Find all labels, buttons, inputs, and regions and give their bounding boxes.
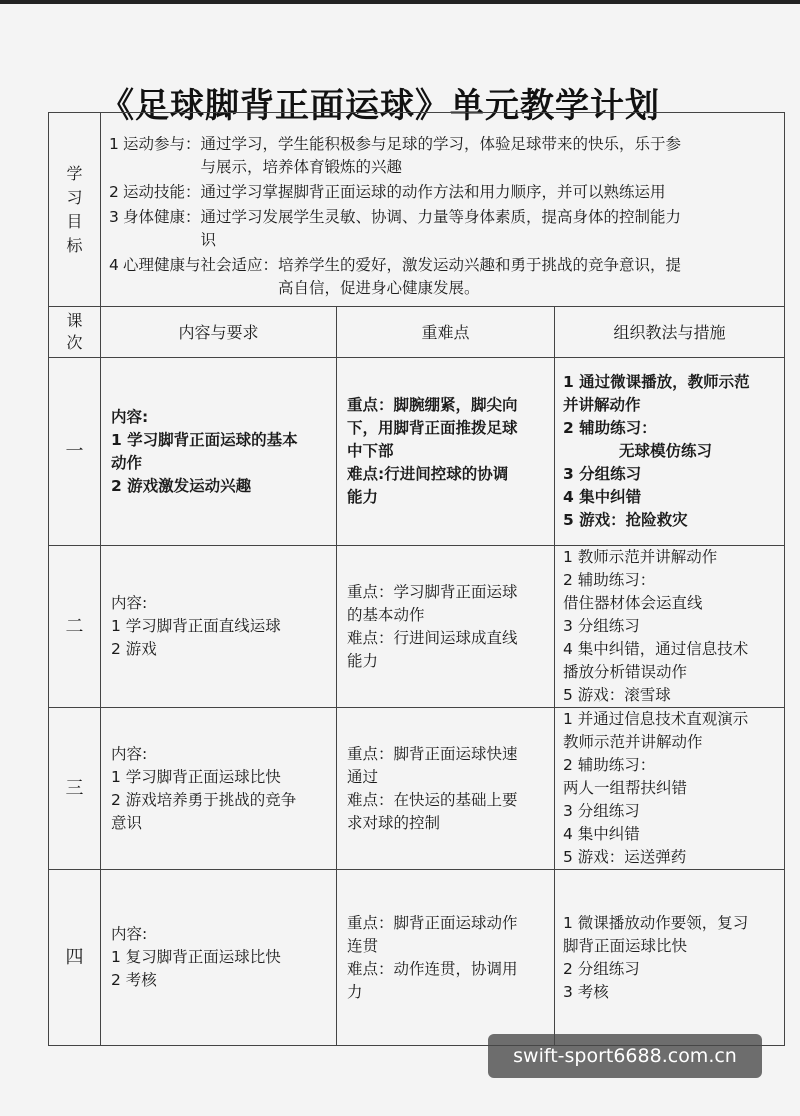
lesson-number: 一 xyxy=(49,358,101,546)
goal-text-line: 通过学习掌握脚背正面运球的动作方法和用力顺序，并可以熟练运用 xyxy=(200,183,666,201)
goal-text-line: 通过学习，学生能积极参与足球的学习，体验足球带来的快乐，乐于参 xyxy=(200,135,682,153)
lesson-key-points: 重点：脚背正面运球动作 连贯 难点：动作连贯，协调用 力 xyxy=(337,870,555,1046)
goal-heading: 心理健康与社会适应： xyxy=(123,256,279,274)
header-lesson-no: 课 次 xyxy=(49,307,101,358)
goal-item xyxy=(109,206,770,252)
lesson-number: 三 xyxy=(49,708,101,870)
goal-heading: 运动技能： xyxy=(123,183,201,201)
goal-text-line: 与展示，培养体育锻炼的兴趣 xyxy=(200,158,403,176)
lesson-content: 内容: 1 学习脚背正面运球的基本 动作 2 游戏激发运动兴趣 xyxy=(101,358,337,546)
lesson-key-points: 重点：脚腕绷紧，脚尖向 下，用脚背正面推拨足球 中下部 难点:行进间控球的协调 能力 xyxy=(337,358,555,546)
goal-number: 4 xyxy=(109,256,119,274)
table-row xyxy=(49,708,785,870)
goal-number: 3 xyxy=(109,208,119,226)
goals-label-char: 习 xyxy=(66,187,83,207)
goals-list xyxy=(101,113,785,307)
lesson-number: 四 xyxy=(49,870,101,1046)
teaching-plan-table xyxy=(48,112,785,1046)
header-row xyxy=(49,307,785,358)
lesson-key-points: 重点：脚背正面运球快速 通过 难点：在快运的基础上要 求对球的控制 xyxy=(337,708,555,870)
lesson-content: 内容: 1 复习脚背正面运球比快 2 考核 xyxy=(101,870,337,1046)
goals-label-char: 目 xyxy=(66,211,83,231)
goal-text-line: 高自信，促进身心健康发展。 xyxy=(278,279,480,297)
table-row xyxy=(49,358,785,546)
lesson-number: 二 xyxy=(49,546,101,708)
table-row xyxy=(49,546,785,708)
watermark-badge: swift-sport6688.com.cn xyxy=(488,1034,762,1078)
lesson-methods: 1 教师示范并讲解动作 2 辅助练习： 借住器材体会运直线 3 分组练习 4 集中纠错，通过信息技术 播放分析错误动作 5 游戏：滚雪球 xyxy=(555,546,785,708)
goal-heading: 运动参与： xyxy=(123,135,201,153)
goals-label-char: 学 xyxy=(66,163,83,183)
goal-item xyxy=(109,181,770,204)
goal-text-line: 培养学生的爱好，激发运动兴趣和勇于挑战的竞争意识，提 xyxy=(278,256,682,274)
goals-label xyxy=(49,113,101,307)
goals-row xyxy=(49,113,785,307)
goal-text-line: 识 xyxy=(200,231,217,249)
header-key-points: 重难点 xyxy=(337,307,555,358)
goal-number: 1 xyxy=(109,135,119,153)
goal-item xyxy=(109,254,770,300)
lesson-methods: 1 微课播放动作要领，复习 脚背正面运球比快 2 分组练习 3 考核 xyxy=(555,870,785,1046)
lesson-methods: 1 通过微课播放，教师示范 并讲解动作 2 辅助练习： 无球模仿练习 3 分组练习 4 集中纠错 5 游戏：抢险救灾 xyxy=(555,358,785,546)
header-content: 内容与要求 xyxy=(101,307,337,358)
goal-number: 2 xyxy=(109,183,119,201)
goal-heading: 身体健康： xyxy=(123,208,201,226)
top-edge-bar xyxy=(0,0,800,4)
header-methods: 组织教法与措施 xyxy=(555,307,785,358)
page-title: 《足球脚背正面运球》单元教学计划 xyxy=(100,86,660,126)
lesson-key-points: 重点：学习脚背正面运球 的基本动作 难点：行进间运球成直线 能力 xyxy=(337,546,555,708)
lesson-content: 内容: 1 学习脚背正面直线运球 2 游戏 xyxy=(101,546,337,708)
goal-item xyxy=(109,133,770,179)
goal-text-line: 通过学习发展学生灵敏、协调、力量等身体素质，提高身体的控制能力 xyxy=(200,208,682,226)
lesson-content: 内容: 1 学习脚背正面运球比快 2 游戏培养勇于挑战的竞争 意识 xyxy=(101,708,337,870)
table-row xyxy=(49,870,785,1046)
goals-label-char: 标 xyxy=(66,235,83,255)
lesson-methods: 1 并通过信息技术直观演示 教师示范并讲解动作 2 辅助练习： 两人一组帮扶纠错 3 分组练习 4 集中纠错 5 游戏：运送弹药 xyxy=(555,708,785,870)
